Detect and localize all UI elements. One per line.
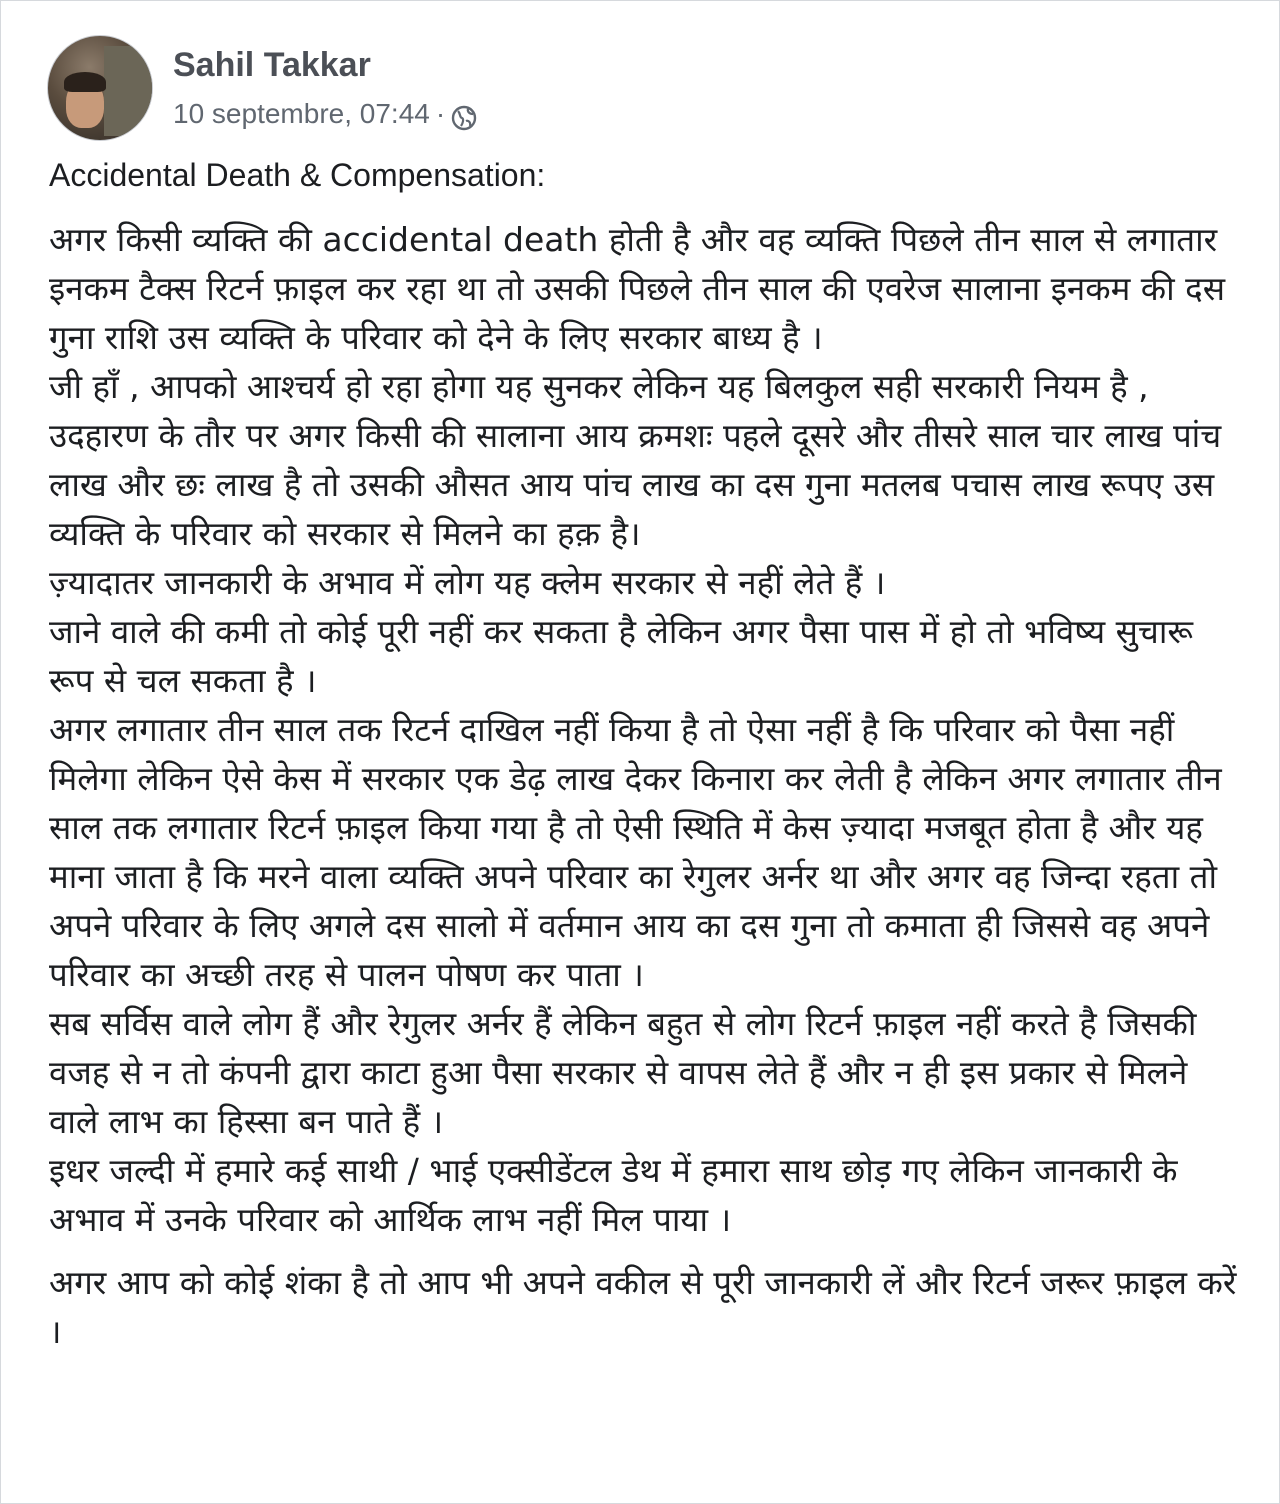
post-paragraph: ज़्यादातर जानकारी के अभाव में लोग यह क्लेम सरकार से नहीं लेते हैं । bbox=[49, 563, 886, 602]
post-title: Accidental Death & Compensation: bbox=[49, 157, 546, 193]
post-paragraph: अगर किसी व्यक्ति की accidental death होती है और वह व्यक्ति पिछले तीन साल से लगातार इनकम टैक्स रिटर्न फ़ाइल कर रहा था तो उसकी पिछले तीन साल की एवरेज सालाना इनकम की दस गुना राशि उस व्यक्ति के परिवार को देने के लिए सरकार बाध्य है । bbox=[49, 220, 1226, 357]
post-header bbox=[47, 35, 477, 141]
post-timestamp[interactable]: 10 septembre, 07:44 bbox=[173, 98, 430, 129]
post-paragraph: जी हाँ , आपको आश्चर्य हो रहा होगा यह सुनकर लेकिन यह बिलकुल सही सरकारी नियम है , उदहारण के तौर पर अगर किसी की सालाना आय क्रमशः पहले दूसरे और तीसरे साल चार लाख पांच लाख और छः लाख है तो उसकी औसत आय पांच लाख का दस गुना मतलब पचास लाख रूपए उस व्यक्ति के परिवार को सरकार से मिलने का हक़ है। bbox=[49, 367, 1222, 553]
post-paragraph: अगर लगातार तीन साल तक रिटर्न दाखिल नहीं किया है तो ऐसा नहीं है कि परिवार को पैसा नहीं मिलेगा लेकिन ऐसे केस में सरकार एक डेढ़ लाख देकर किनारा कर लेती है लेकिन अगर लगातार तीन साल तक लगातार रिटर्न फ़ाइल किया गया है तो ऐसी स्थिति में केस ज़्यादा मजबूत होता है और यह माना जाता है कि मरने वाला व्यक्ति अपने परिवार का रेगुलर अर्नर था और अगर वह जिन्दा रहता तो अपने परिवार के लिए अगले दस सालो में वर्तमान आय का दस गुना तो कमाता ही जिससे वह अपने परिवार का अच्छी तरह से पालन पोषण कर पाता । bbox=[49, 710, 1222, 994]
separator-dot: · bbox=[435, 98, 446, 129]
avatar[interactable] bbox=[47, 35, 153, 141]
post-paragraph: जाने वाले की कमी तो कोई पूरी नहीं कर सकता है लेकिन अगर पैसा पास में हो तो भविष्य सुचारू रूप से चल सकता है । bbox=[49, 612, 1194, 700]
post-paragraph: सब सर्विस वाले लोग हैं और रेगुलर अर्नर हैं लेकिन बहुत से लोग रिटर्न फ़ाइल नहीं करते है जिसकी वजह से न तो कंपनी द्वारा काटा हुआ पैसा सरकार से वापस लेते हैं और न ही इस प्रकार से मिलने वाले लाभ का हिस्सा बन पाते हैं । bbox=[49, 1004, 1197, 1141]
post-paragraph: इधर जल्दी में हमारे कई साथी / भाई एक्सीडेंटल डेथ में हमारा साथ छोड़ गए लेकिन जानकारी के अभाव में उनके परिवार को आर्थिक लाभ नहीं मिल पाया । bbox=[49, 1151, 1178, 1239]
globe-icon[interactable] bbox=[451, 101, 477, 127]
post-timestamp-row bbox=[173, 93, 477, 135]
author-name[interactable]: Sahil Takkar bbox=[173, 46, 371, 84]
post-paragraph: अगर आप को कोई शंका है तो आप भी अपने वकील से पूरी जानकारी लें और रिटर्न जरूर फ़ाइल करें । bbox=[49, 1263, 1237, 1351]
post-body bbox=[49, 215, 1239, 1356]
post-meta bbox=[173, 41, 477, 135]
